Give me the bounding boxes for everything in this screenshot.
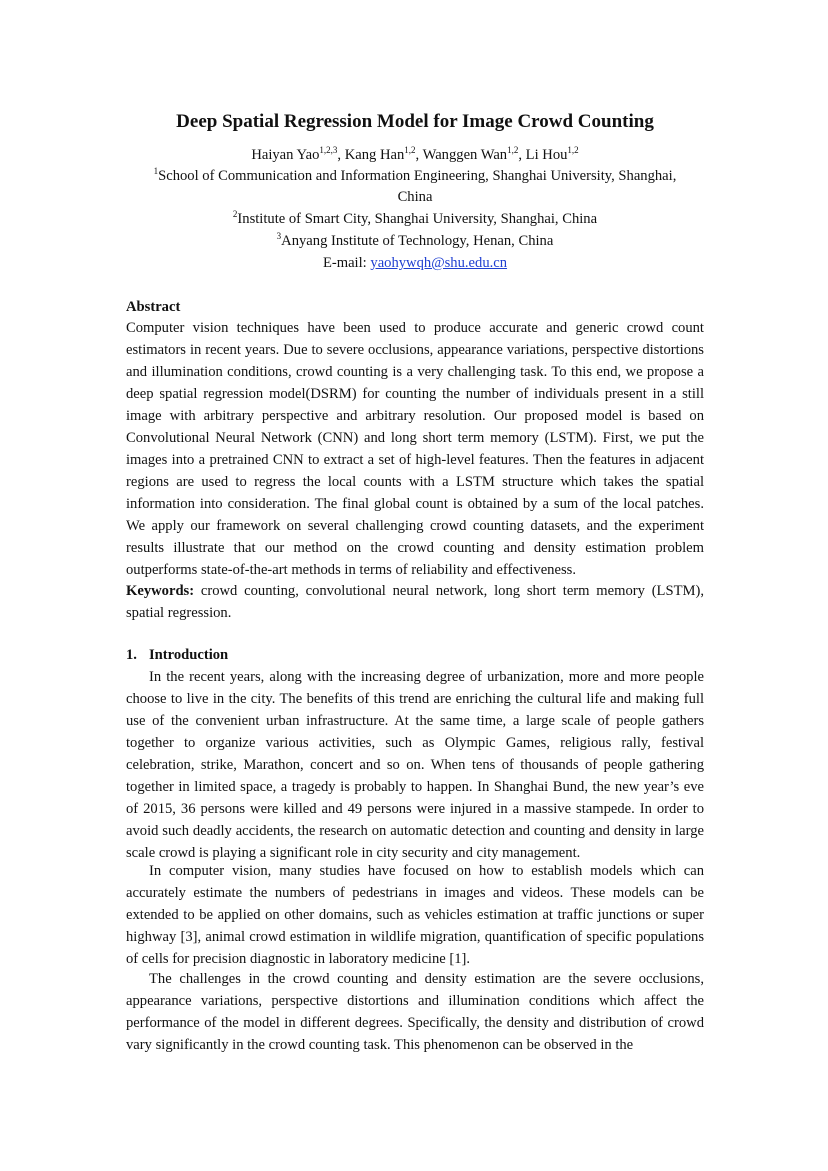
affiliation-text: Institute of Smart City, Shanghai University, Shanghai, China [237, 211, 598, 227]
author-affiliation-marks: 1,2 [507, 145, 519, 155]
section-title: Introduction [148, 647, 229, 663]
keywords [126, 580, 704, 624]
affiliation-2 [126, 209, 704, 229]
email-link[interactable]: yaohywqh@shu.edu.cn [370, 255, 508, 271]
abstract-text: Computer vision techniques have been used to produce accurate and generic crowd count estimators in recent years. Due to severe occlusions, appearance variations, perspective distortions and illumination conditions, crowd counting is a very challenging task. To this end, we propose a deep spatial regression model(DSRM) for counting the number of individuals present in a still image with arbitrary perspective and arbitrary resolution. Our proposed model is based on Convolutional Neural Network (CNN) and long short term memory (LSTM). First, we put the images into a pretrained CNN to extract a set of high-level features. Then the features in adjacent regions are used to regress the local counts with a LSTM structure which takes the spatial information into consideration. The final global count is obtained by a sum of the local patches. We apply our framework on several challenging crowd counting datasets, and the experiment results illustrate that our method on the crowd counting and density estimation problem outperforms state-of-the-art methods in terms of reliability and effectiveness. [126, 320, 704, 578]
affiliation-3 [126, 231, 704, 251]
keywords-label: Keywords: [126, 583, 195, 599]
section-number: 1. [126, 647, 137, 663]
paper-title: Deep Spatial Regression Model for Image Crowd Counting [176, 111, 654, 132]
intro-paragraph-1: In the recent years, along with the increasing degree of urbanization, more and more people choose to live in the city. The benefits of this trend are enriching the cultural life and making full use of the convenient urban infrastructure. At the same time, a large scale of people gathers together to organize various activities, such as Olympic Games, religious rally, festival celebration, strike, Marathon, concert and so on. When tens of thousands of people gathering together in limited space, a tragedy is probably to happen. In Shanghai Bund, the new year’s eve of 2015, 36 persons were killed and 49 persons were injured in a massive stampede. In order to avoid such deadly accidents, the research on automatic detection and counting and density in large scale crowd is playing a significant role in city security and city management. [126, 669, 704, 861]
author-name: Li Hou [525, 147, 568, 163]
author-list [126, 145, 704, 165]
author-separator: , [415, 147, 423, 163]
abstract-heading: Abstract [126, 299, 181, 315]
intro-paragraph-3: The challenges in the crowd counting and density estimation are the severe occlusions, appearance variations, perspective distortions and illumination conditions which affect the performance of the model in different degrees. Specifically, the density and distribution of crowd vary significantly in the crowd counting task. This phenomenon can be observed in the [126, 971, 704, 1053]
email-label: E-mail: [322, 255, 367, 271]
keywords-text: crowd counting, convolutional neural network, long short term memory (LSTM), spatial regression. [126, 583, 704, 621]
author-name: Haiyan Yao [251, 147, 320, 163]
affiliation-mark: 3 [276, 231, 282, 241]
author-separator: , [518, 147, 526, 163]
author-affiliation-marks: 1,2 [567, 145, 579, 155]
affiliation-text: Anyang Institute of Technology, Henan, China [281, 233, 554, 249]
author-affiliation-marks: 1,2,3 [319, 145, 338, 155]
affiliation-mark: 1 [153, 166, 159, 176]
author-name: Wanggen Wan [422, 147, 508, 163]
affiliation-1 [126, 166, 704, 186]
affiliation-1-continued: China [397, 189, 433, 205]
author-name: Kang Han [344, 147, 405, 163]
affiliation-mark: 2 [232, 209, 238, 219]
author-separator: , [337, 147, 345, 163]
section-heading-introduction [126, 645, 704, 665]
email-line [126, 253, 704, 273]
affiliation-text: School of Communication and Information Engineering, Shanghai University, Shanghai, [158, 168, 677, 184]
intro-paragraph-2: In computer vision, many studies have focused on how to establish models which can accurately estimate the numbers of pedestrians in images and videos. These models can be extended to be applied on other domains, such as vehicles estimation at traffic junctions or super highway [3], animal crowd estimation in wildlife migration, quantification of specific populations of cells for precision diagnostic in laboratory medicine [1]. [126, 863, 704, 967]
author-affiliation-marks: 1,2 [404, 145, 416, 155]
